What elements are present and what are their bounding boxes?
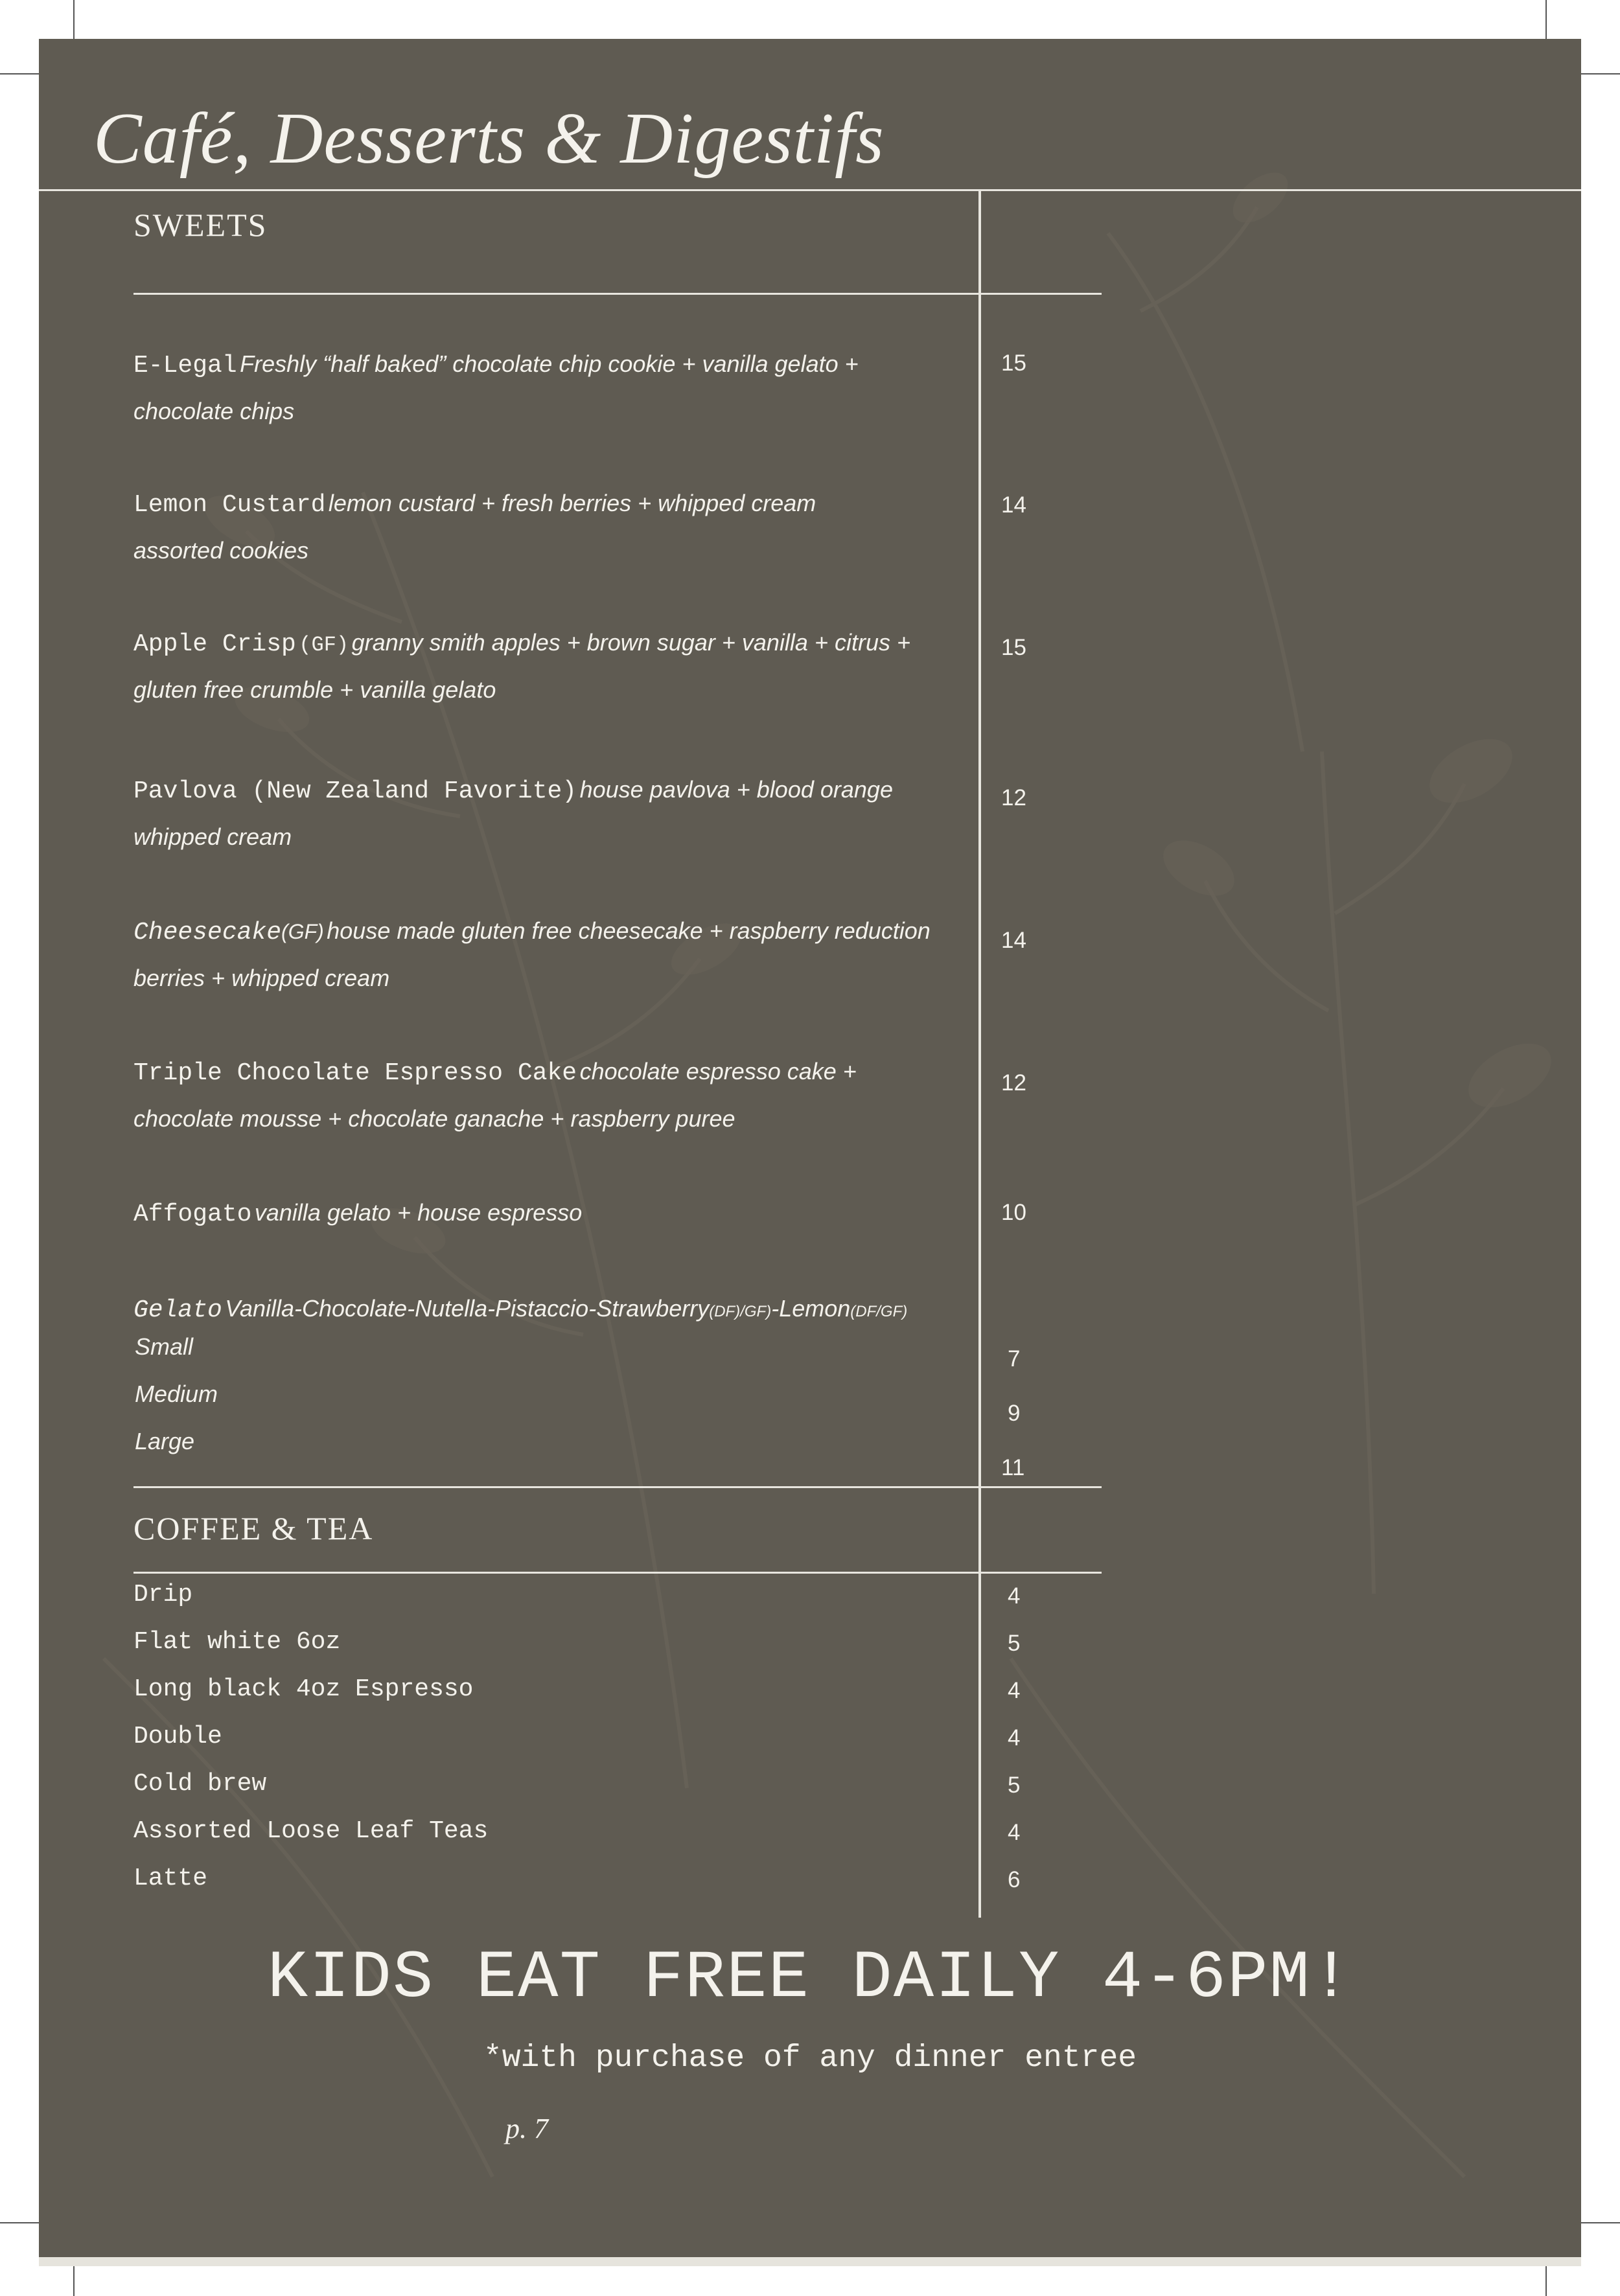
- item-name: Pavlova (New Zealand Favorite): [133, 777, 577, 805]
- gelato-size: [135, 1333, 1029, 1360]
- item-description: Freshly “half baked” chocolate chip cookie + vanilla gelato +: [240, 350, 859, 377]
- menu-item: [133, 479, 1028, 574]
- promo-note: *with purchase of any dinner entree: [483, 2041, 1137, 2076]
- menu-item: [133, 1189, 1028, 1236]
- coffee-item-price: 4: [1008, 1678, 1021, 1703]
- item-name: Lemon Custard: [133, 491, 326, 519]
- gelato-size-label: Large: [135, 1428, 195, 1454]
- item-name: Triple Chocolate Espresso Cake: [133, 1059, 577, 1087]
- coffee-item-price: 4: [1008, 1820, 1021, 1845]
- page-shadow: [39, 2257, 1581, 2266]
- item-description: lemon custard + fresh berries + whipped cream: [328, 490, 816, 516]
- coffee-item-price: 5: [1008, 1631, 1021, 1656]
- section-heading-sweets: SWEETS: [133, 207, 268, 243]
- coffee-item-name: Long black 4oz Espresso: [133, 1675, 474, 1703]
- page-number: p. 7: [505, 2113, 548, 2144]
- item-description: vanilla gelato + house espresso: [254, 1199, 583, 1226]
- coffee-item-price: 5: [1008, 1773, 1021, 1798]
- item-description: chocolate chips: [133, 398, 295, 424]
- menu-item: [133, 766, 1028, 860]
- item-name: E-Legal: [133, 352, 237, 380]
- coffee-item-name: Assorted Loose Leaf Teas: [133, 1817, 489, 1845]
- section-heading-coffee: COFFEE & TEA: [133, 1510, 374, 1546]
- menu-item: [133, 1048, 1028, 1142]
- item-description: whipped cream: [133, 823, 292, 850]
- item-price: 12: [1001, 785, 1026, 810]
- item-description: chocolate espresso cake +: [579, 1058, 857, 1085]
- gelato-size: [135, 1381, 1029, 1408]
- menu-item: [133, 340, 1028, 435]
- item-description: house pavlova + blood orange: [579, 776, 893, 803]
- coffee-item-name: Latte: [133, 1865, 208, 1892]
- item-price: 14: [1001, 928, 1026, 953]
- item-tag: (GF): [299, 633, 349, 657]
- menu-item-gelato: [133, 1285, 1028, 1332]
- item-price: 10: [1001, 1200, 1026, 1225]
- coffee-item-price: 4: [1008, 1583, 1021, 1609]
- coffee-item-name: Double: [133, 1723, 222, 1751]
- item-price: 12: [1001, 1070, 1026, 1096]
- gelato-flavors: Vanilla-Chocolate-Nutella-Pistaccio-Strawberry: [225, 1295, 710, 1322]
- item-description: berries + whipped cream: [133, 965, 390, 991]
- item-price: 7: [1008, 1346, 1021, 1372]
- gelato-size-label: Medium: [135, 1381, 218, 1407]
- item-description: chocolate mousse + chocolate ganache + raspberry puree: [133, 1105, 735, 1132]
- gelato-size-label: Small: [135, 1333, 194, 1360]
- gelato-flavor-tag: (DF)/GF): [709, 1303, 772, 1320]
- coffee-item-name: Drip: [133, 1581, 193, 1609]
- promo-headline: KIDS EAT FREE DAILY 4-6PM!: [267, 1940, 1353, 2017]
- coffee-heading-rule: [133, 1572, 1102, 1574]
- item-description: house made gluten free cheesecake + raspberry reduction: [327, 917, 931, 944]
- menu-item: [133, 907, 1028, 1002]
- item-name: Gelato: [133, 1296, 222, 1324]
- item-tag: (GF): [281, 920, 324, 943]
- item-price: 14: [1001, 492, 1026, 518]
- coffee-item-name: Cold brew: [133, 1770, 267, 1798]
- menu-item: [133, 619, 1028, 713]
- item-price: 15: [1001, 635, 1026, 660]
- gelato-flavor-tag: (DF/GF): [850, 1303, 908, 1320]
- item-description: assorted cookies: [133, 537, 309, 564]
- title-rule: [39, 189, 1581, 191]
- item-price: 9: [1008, 1401, 1021, 1426]
- page-title: Café, Desserts & Digestifs: [93, 98, 885, 179]
- gelato-flavors-lemon: -Lemon: [771, 1295, 851, 1322]
- item-description: gluten free crumble + vanilla gelato: [133, 676, 496, 703]
- item-name: Cheesecake: [133, 919, 282, 947]
- coffee-item-price: 6: [1008, 1867, 1021, 1892]
- item-name: Apple Crisp: [133, 630, 296, 658]
- coffee-top-rule: [133, 1486, 1102, 1488]
- sweets-heading-rule: [133, 293, 1102, 295]
- coffee-item-price: 4: [1008, 1725, 1021, 1751]
- item-price: 11: [1001, 1455, 1025, 1480]
- coffee-item-name: Flat white 6oz: [133, 1628, 341, 1656]
- item-description: granny smith apples + brown sugar + vanilla + citrus +: [351, 629, 911, 656]
- item-price: 15: [1001, 350, 1026, 376]
- gelato-size: [135, 1428, 1029, 1455]
- item-name: Affogato: [133, 1200, 252, 1228]
